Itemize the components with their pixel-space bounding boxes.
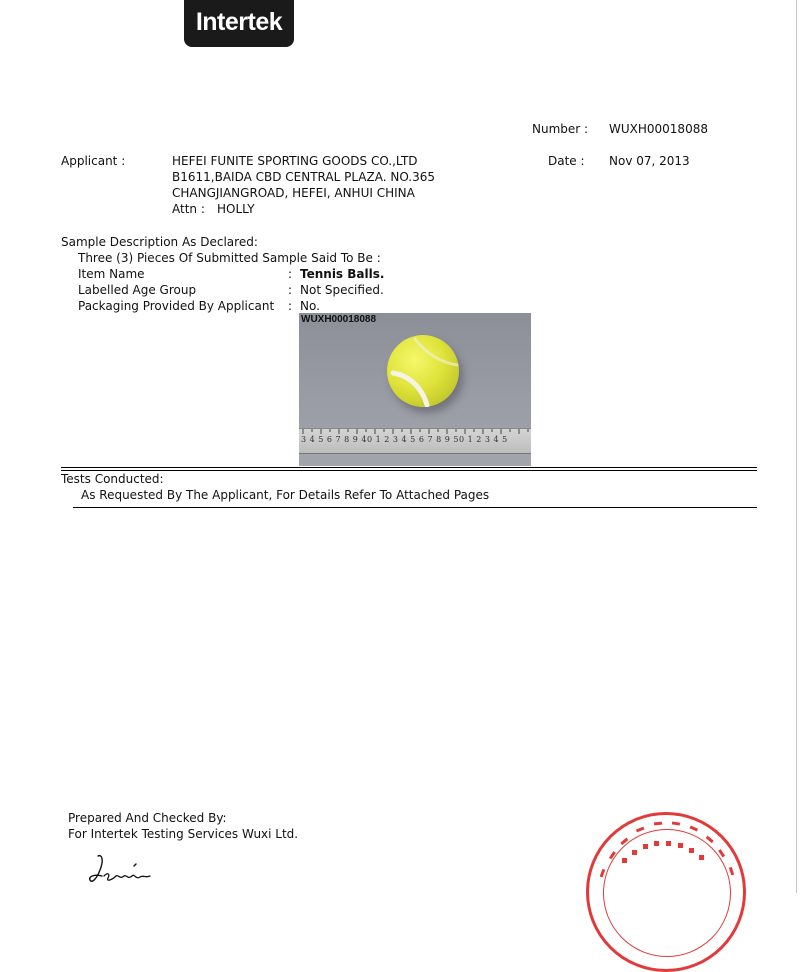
applicant-line2: B1611,BAIDA CBD CENTRAL PLAZA. NO.365	[172, 170, 436, 184]
attn-value: HOLLY	[217, 202, 255, 216]
sample-intro: Three (3) Pieces Of Submitted Sample Said To Be :	[78, 251, 381, 265]
divider-top-2	[61, 470, 757, 471]
packaging-sep: :	[288, 299, 293, 313]
intertek-logo: Intertek	[184, 0, 294, 47]
date-value: Nov 07, 2013	[609, 154, 690, 168]
applicant-line3: CHANGJIANGROAD, HEFEI, ANHUI CHINA	[172, 186, 415, 200]
prepared-label: Prepared And Checked By:	[68, 811, 227, 825]
item-name-label: Item Name	[78, 267, 145, 281]
item-name-value: Tennis Balls.	[300, 267, 385, 281]
page-edge	[796, 0, 797, 893]
date-label: Date :	[548, 154, 585, 168]
age-group-label: Labelled Age Group	[78, 283, 197, 297]
applicant-line1: HEFEI FUNITE SPORTING GOODS CO.,LTD	[172, 154, 418, 168]
attn-label: Attn :	[172, 202, 205, 216]
ruler-marks: 3 4 5 6 7 8 9 40 1 2 3 4 5 6 7 8 9 50 1 2 3 4 5	[301, 435, 508, 444]
applicant-label: Applicant :	[61, 154, 126, 168]
number-label: Number :	[532, 122, 589, 136]
company-seal-stamp	[586, 812, 746, 972]
sample-heading: Sample Description As Declared:	[61, 235, 258, 249]
item-name-sep: :	[288, 267, 293, 281]
packaging-label: Packaging Provided By Applicant	[78, 299, 275, 313]
divider-bottom	[73, 507, 757, 508]
age-group-value: Not Specified.	[300, 283, 384, 297]
prepared-org: For Intertek Testing Services Wuxi Ltd.	[68, 827, 299, 841]
signature	[88, 850, 168, 896]
divider-top-1	[61, 467, 757, 468]
photo-report-number: WUXH00018088	[301, 314, 377, 325]
packaging-value: No.	[300, 299, 320, 313]
tests-text: As Requested By The Applicant, For Details Refer To Attached Pages	[81, 488, 490, 502]
number-value: WUXH00018088	[609, 122, 708, 136]
measuring-ruler	[299, 428, 531, 454]
age-group-sep: :	[288, 283, 293, 297]
sample-photo	[299, 313, 531, 466]
tennis-ball-image	[387, 335, 459, 407]
tests-heading: Tests Conducted:	[61, 472, 164, 486]
